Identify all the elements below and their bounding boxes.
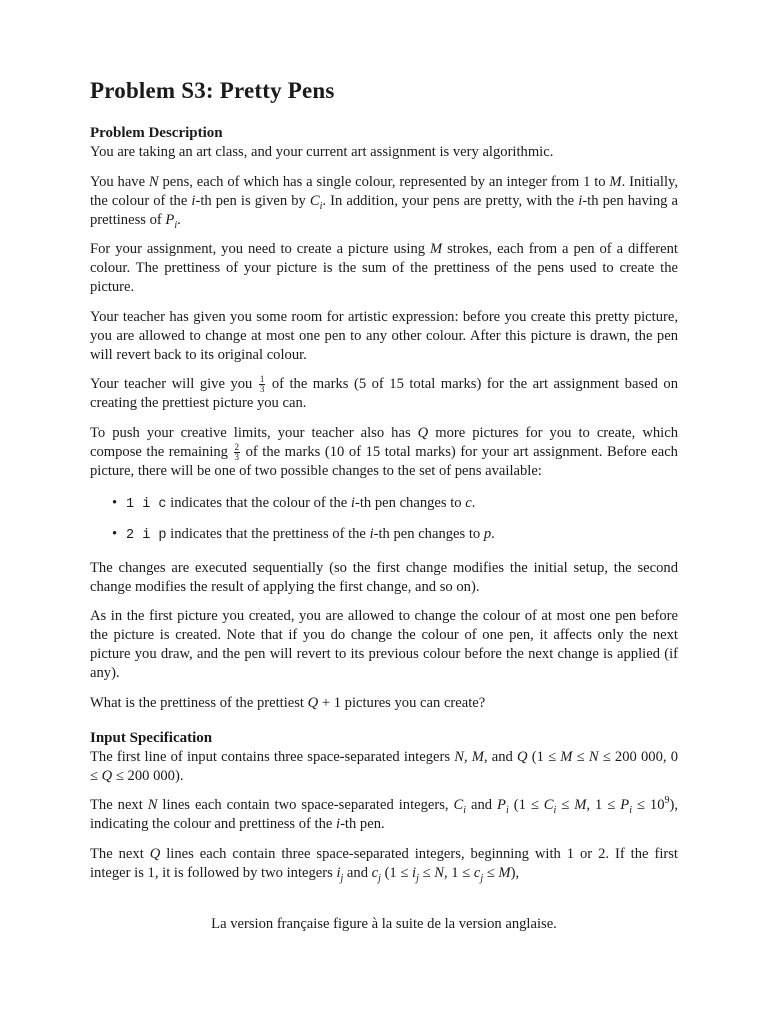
paragraph-question: What is the prettiness of the prettiest Q + 1 pictures you can create? bbox=[90, 694, 486, 711]
french-version-note: La version française figure à la suite de la version anglaise. bbox=[211, 916, 557, 932]
code-change-colour: 1 i c bbox=[126, 496, 167, 512]
bullet-icon: • bbox=[112, 525, 118, 542]
change-prettiness-text: indicates that the prettiness of the i-th pen changes to p. bbox=[170, 525, 495, 542]
change-list bbox=[90, 494, 678, 545]
paragraph-intro: You are taking an art class, and your current art assignment is very algorithmic. bbox=[90, 144, 554, 160]
document-body bbox=[90, 124, 678, 893]
code-change-prettiness: 2 i p bbox=[126, 527, 167, 543]
paragraph-pens: You have N pens, each of which has a single colour, represented by an integer from 1 to M. Initially, the colour of the i-th pen is given by $C_i$. In addition, your pens are pretty, with the i-th pen having a prettiness of $P_i$. bbox=[90, 173, 678, 231]
paragraph-teacher: Your teacher has given you some room for artistic expression: before you create this pretty picture, you are allowed to change at most one pen to any other colour. After this picture is drawn, the pen will revert back to its original colour. bbox=[90, 308, 678, 363]
list-item-change-prettiness bbox=[112, 525, 678, 545]
paragraph-input-queries: The next Q lines each contain three space-separated integers, beginning with 1 or 2. If the first integer is 1, it is followed by two integers $i_j$ and $c_j$ ($1 \le i_j \le N$, $1 \le c_j \le M$), bbox=[90, 845, 678, 884]
paragraph-revert: As in the first picture you created, you are allowed to change the colour of at most one pen before the picture is created. Note that if you do change the colour of one pen, it affects only the next picture you draw, and the pen will revert to its previous colour before the next change is applied (if any). bbox=[90, 608, 678, 681]
paragraph-input-first-line: The first line of input contains three space-separated integers N, M, and Q (1 ≤ M ≤ N ≤ 200 000, 0 ≤ Q ≤ 200 000). bbox=[90, 748, 678, 784]
list-item-change-colour bbox=[112, 494, 678, 514]
paragraph-queries: To push your creative limits, your teacher also has Q more pictures for you to create, which compose the remaining $\frac{2}{3}$ of the marks (10 of 15 total marks) for your art assignment. Before each picture, there will be one of two possible changes to the set of pens available: bbox=[90, 424, 678, 479]
section-heading-input: Input Specification bbox=[90, 729, 213, 746]
paragraph-marks-one-third: Your teacher will give you $\frac{1}{3}$ of the marks (5 of 15 total marks) for the art assignment based on creating the prettiest picture you can. bbox=[90, 374, 678, 411]
paragraph-input-pens: The next N lines each contain two space-separated integers, $C_i$ and $P_i$ ($1 \le C_i \le M$, $1 \le P_i \le 10^9$), indicating the colour and prettiness of the i-th pen. bbox=[90, 795, 679, 832]
section-heading-description: Problem Description bbox=[90, 125, 223, 141]
page-title: Problem S3: Pretty Pens bbox=[90, 78, 335, 103]
paragraph-assignment: For your assignment, you need to create a picture using M strokes, each from a pen of a different colour. The prettiness of your picture is the sum of the prettiness of the pens used to create the picture. bbox=[90, 241, 678, 295]
paragraph-sequential: The changes are executed sequentially (so the first change modifies the initial setup, the second change modifies the result of applying the first change, and so on). bbox=[90, 559, 678, 595]
bullet-icon: • bbox=[112, 494, 118, 511]
change-colour-text: indicates that the colour of the i-th pen changes to c. bbox=[170, 494, 476, 511]
